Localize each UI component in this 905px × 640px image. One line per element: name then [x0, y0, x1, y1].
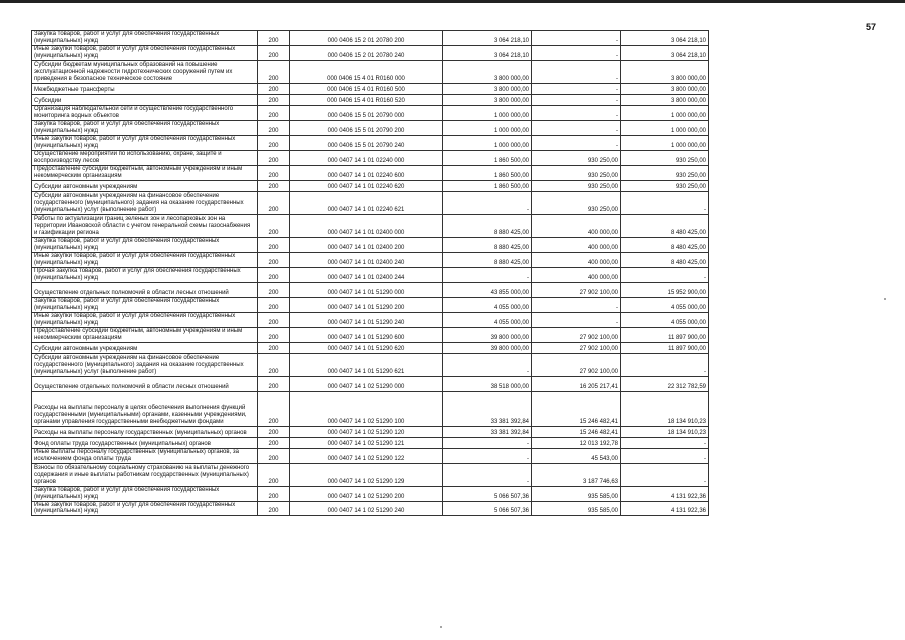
row-admin-code: 200 [258, 463, 290, 486]
row-admin-code: 200 [258, 426, 290, 437]
row-unexecuted-amount: 3 064 218,10 [621, 31, 709, 46]
row-approved-amount: - [443, 463, 532, 486]
row-executed-amount: 15 246 482,41 [532, 391, 621, 426]
row-budget-code: 000 0407 14 1 01 02240 621 [290, 191, 443, 214]
row-name: Закупка товаров, работ и услуг для обеспечения государственных (муниципальных) нужд [32, 120, 258, 135]
row-executed-amount: 400 000,00 [532, 214, 621, 237]
row-executed-amount: 27 902 100,00 [532, 282, 621, 297]
row-name: Иные закупки товаров, работ и услуг для обеспечения государственных (муниципальных) нужд [32, 46, 258, 61]
table-row [32, 83, 709, 94]
row-unexecuted-amount: 930 250,00 [621, 150, 709, 165]
row-budget-code: 000 0406 15 5 01 20790 200 [290, 120, 443, 135]
table-row [32, 60, 709, 83]
table-row [32, 150, 709, 165]
row-unexecuted-amount: 8 480 425,00 [621, 214, 709, 237]
row-admin-code: 200 [258, 486, 290, 501]
row-budget-code: 000 0407 14 1 02 51290 100 [290, 391, 443, 426]
row-budget-code: 000 0407 14 1 01 51290 600 [290, 327, 443, 342]
row-unexecuted-amount: 930 250,00 [621, 165, 709, 180]
row-executed-amount: 16 205 217,41 [532, 376, 621, 391]
row-approved-amount: 5 066 507,36 [443, 501, 532, 516]
row-executed-amount: - [532, 135, 621, 150]
row-name: Закупка товаров, работ и услуг для обеспечения государственных (муниципальных) нужд [32, 237, 258, 252]
table-row [32, 297, 709, 312]
row-executed-amount: 935 585,00 [532, 486, 621, 501]
row-unexecuted-amount: 1 000 000,00 [621, 105, 709, 120]
row-admin-code: 200 [258, 165, 290, 180]
row-unexecuted-amount: 22 312 782,59 [621, 376, 709, 391]
row-admin-code: 200 [258, 31, 290, 46]
scan-speck [884, 298, 886, 300]
row-name: Организация наблюдательной сети и осуществление государственного мониторинга водных объектов [32, 105, 258, 120]
table-row [32, 448, 709, 463]
row-executed-amount: 400 000,00 [532, 237, 621, 252]
table-row [32, 191, 709, 214]
row-budget-code: 000 0407 14 1 01 51290 200 [290, 297, 443, 312]
row-admin-code: 200 [258, 105, 290, 120]
row-budget-code: 000 0407 14 1 01 02240 000 [290, 150, 443, 165]
budget-execution-table [31, 30, 709, 516]
row-executed-amount: 27 902 100,00 [532, 342, 621, 353]
row-admin-code: 200 [258, 191, 290, 214]
row-budget-code: 000 0407 14 1 01 51290 621 [290, 353, 443, 376]
table-row [32, 94, 709, 105]
row-approved-amount: 1 000 000,00 [443, 120, 532, 135]
row-executed-amount: - [532, 105, 621, 120]
table-body [32, 31, 709, 516]
row-budget-code: 000 0406 15 5 01 20790 240 [290, 135, 443, 150]
row-budget-code: 000 0407 14 1 01 02240 620 [290, 180, 443, 191]
row-approved-amount: 8 880 425,00 [443, 214, 532, 237]
row-budget-code: 000 0407 14 1 02 51290 129 [290, 463, 443, 486]
row-budget-code: 000 0406 15 2 01 20780 240 [290, 46, 443, 61]
row-unexecuted-amount: 8 480 425,00 [621, 237, 709, 252]
row-name: Иные закупки товаров, работ и услуг для обеспечения государственных (муниципальных) нужд [32, 501, 258, 516]
row-unexecuted-amount: 1 000 000,00 [621, 120, 709, 135]
table-row [32, 282, 709, 297]
row-name: Предоставление субсидий бюджетным, автономным учреждениям и иным некоммерческим организациям [32, 327, 258, 342]
row-unexecuted-amount: 18 134 910,23 [621, 391, 709, 426]
row-admin-code: 200 [258, 437, 290, 448]
table-row [32, 120, 709, 135]
row-budget-code: 000 0406 15 4 01 R0160 500 [290, 83, 443, 94]
row-unexecuted-amount: 3 800 000,00 [621, 83, 709, 94]
table-row [32, 486, 709, 501]
row-budget-code: 000 0407 14 1 02 51290 121 [290, 437, 443, 448]
row-admin-code: 200 [258, 267, 290, 282]
row-unexecuted-amount: 3 800 000,00 [621, 94, 709, 105]
row-executed-amount: 45 543,00 [532, 448, 621, 463]
row-approved-amount: 38 518 000,00 [443, 376, 532, 391]
row-unexecuted-amount: 4 131 922,36 [621, 501, 709, 516]
row-budget-code: 000 0406 15 5 01 20790 000 [290, 105, 443, 120]
row-executed-amount: 12 013 192,78 [532, 437, 621, 448]
row-unexecuted-amount: - [621, 448, 709, 463]
row-budget-code: 000 0407 14 1 02 51290 240 [290, 501, 443, 516]
row-unexecuted-amount: 930 250,00 [621, 180, 709, 191]
row-approved-amount: - [443, 448, 532, 463]
row-budget-code: 000 0407 14 1 01 51290 000 [290, 282, 443, 297]
row-executed-amount: - [532, 297, 621, 312]
row-unexecuted-amount: 18 134 910,23 [621, 426, 709, 437]
row-name: Работы по актуализации границ зеленых зон и лесопарковых зон на территории Ивановской области с учетом генеральной схемы газоснабжения и газификации региона [32, 214, 258, 237]
row-name: Расходы на выплаты персоналу в целях обеспечения выполнения функций государственными (муниципальными) органами, казенными учреждениями, органами управления государственными внебюджетными фондами [32, 391, 258, 426]
row-executed-amount: 935 585,00 [532, 501, 621, 516]
table-row [32, 353, 709, 376]
row-unexecuted-amount: 3 800 000,00 [621, 60, 709, 83]
row-unexecuted-amount: 4 055 000,00 [621, 297, 709, 312]
row-approved-amount: 3 800 000,00 [443, 60, 532, 83]
row-budget-code: 000 0407 14 1 01 51290 620 [290, 342, 443, 353]
row-budget-code: 000 0407 14 1 01 02400 244 [290, 267, 443, 282]
row-name: Расходы на выплаты персоналу государственных (муниципальных) органов [32, 426, 258, 437]
row-unexecuted-amount: 4 055 000,00 [621, 312, 709, 327]
table-row [32, 463, 709, 486]
table-row [32, 180, 709, 191]
row-admin-code: 200 [258, 448, 290, 463]
row-admin-code: 200 [258, 297, 290, 312]
row-executed-amount: - [532, 60, 621, 83]
table-row [32, 437, 709, 448]
row-admin-code: 200 [258, 94, 290, 105]
row-budget-code: 000 0406 15 2 01 20780 200 [290, 31, 443, 46]
row-admin-code: 200 [258, 60, 290, 83]
row-admin-code: 200 [258, 120, 290, 135]
row-approved-amount: 1 860 500,00 [443, 165, 532, 180]
row-approved-amount: 3 064 218,10 [443, 46, 532, 61]
row-budget-code: 000 0407 14 1 01 02240 600 [290, 165, 443, 180]
row-executed-amount: - [532, 83, 621, 94]
row-name: Субсидии бюджетам муниципальных образований на повышение эксплуатационной надежности гидротехнических сооружений путем их приведения в безопасное техническое состояние [32, 60, 258, 83]
top-border-rule [0, 0, 905, 3]
row-admin-code: 200 [258, 135, 290, 150]
row-admin-code: 200 [258, 327, 290, 342]
row-approved-amount: 33 381 392,84 [443, 426, 532, 437]
row-unexecuted-amount: - [621, 353, 709, 376]
row-unexecuted-amount: 4 131 922,36 [621, 486, 709, 501]
row-approved-amount: 4 055 000,00 [443, 297, 532, 312]
row-approved-amount: 39 800 000,00 [443, 342, 532, 353]
row-approved-amount: - [443, 437, 532, 448]
row-name: Иные закупки товаров, работ и услуг для обеспечения государственных (муниципальных) нужд [32, 312, 258, 327]
row-executed-amount: 930 250,00 [532, 165, 621, 180]
row-name: Субсидии автономным учреждениям на финансовое обеспечение государственного (муниципального) задания на оказание государственных (муниципальных) услуг (выполнение работ) [32, 191, 258, 214]
row-approved-amount: - [443, 191, 532, 214]
table-row [32, 252, 709, 267]
scan-speck [440, 626, 442, 628]
row-budget-code: 000 0407 14 1 02 51290 000 [290, 376, 443, 391]
row-name: Закупка товаров, работ и услуг для обеспечения государственных (муниципальных) нужд [32, 297, 258, 312]
row-unexecuted-amount: - [621, 437, 709, 448]
table-row [32, 237, 709, 252]
table-row [32, 165, 709, 180]
row-executed-amount: - [532, 46, 621, 61]
row-name: Иные закупки товаров, работ и услуг для обеспечения государственных (муниципальных) нужд [32, 252, 258, 267]
row-executed-amount: 15 246 482,41 [532, 426, 621, 437]
row-executed-amount: - [532, 312, 621, 327]
row-admin-code: 200 [258, 353, 290, 376]
row-approved-amount: 1 000 000,00 [443, 135, 532, 150]
row-approved-amount: - [443, 267, 532, 282]
row-executed-amount: 930 250,00 [532, 180, 621, 191]
table-row [32, 327, 709, 342]
table-row [32, 31, 709, 46]
row-admin-code: 200 [258, 180, 290, 191]
row-admin-code: 200 [258, 312, 290, 327]
row-admin-code: 200 [258, 501, 290, 516]
row-name: Субсидии автономным учреждениям [32, 180, 258, 191]
row-approved-amount: 1 000 000,00 [443, 105, 532, 120]
table-row [32, 267, 709, 282]
row-executed-amount: - [532, 94, 621, 105]
row-approved-amount: 3 800 000,00 [443, 83, 532, 94]
row-budget-code: 000 0407 14 1 02 51290 120 [290, 426, 443, 437]
row-budget-code: 000 0406 15 4 01 R0160 000 [290, 60, 443, 83]
row-executed-amount: 930 250,00 [532, 150, 621, 165]
row-approved-amount: 4 055 000,00 [443, 312, 532, 327]
row-admin-code: 200 [258, 83, 290, 94]
row-name: Закупка товаров, работ и услуг для обеспечения государственных (муниципальных) нужд [32, 31, 258, 46]
row-approved-amount: 1 860 500,00 [443, 150, 532, 165]
table-row [32, 46, 709, 61]
row-name: Фонд оплаты труда государственных (муниципальных) органов [32, 437, 258, 448]
table-row [32, 105, 709, 120]
row-executed-amount: 27 902 100,00 [532, 327, 621, 342]
row-budget-code: 000 0407 14 1 01 02400 240 [290, 252, 443, 267]
row-executed-amount: 400 000,00 [532, 267, 621, 282]
row-admin-code: 200 [258, 237, 290, 252]
row-approved-amount: 39 800 000,00 [443, 327, 532, 342]
table-row [32, 376, 709, 391]
row-executed-amount: 27 902 100,00 [532, 353, 621, 376]
row-admin-code: 200 [258, 214, 290, 237]
row-budget-code: 000 0407 14 1 01 02400 200 [290, 237, 443, 252]
row-unexecuted-amount: 15 952 900,00 [621, 282, 709, 297]
row-executed-amount: 400 000,00 [532, 252, 621, 267]
table-row [32, 342, 709, 353]
row-name: Закупка товаров, работ и услуг для обеспечения государственных (муниципальных) нужд [32, 486, 258, 501]
row-admin-code: 200 [258, 376, 290, 391]
table-row [32, 135, 709, 150]
row-name: Межбюджетные трансферты [32, 83, 258, 94]
row-executed-amount: - [532, 120, 621, 135]
row-admin-code: 200 [258, 150, 290, 165]
row-name: Осуществление отдельных полномочий в области лесных отношений [32, 282, 258, 297]
row-unexecuted-amount: 11 897 900,00 [621, 342, 709, 353]
row-executed-amount: 930 250,00 [532, 191, 621, 214]
table-row [32, 501, 709, 516]
row-unexecuted-amount: 1 000 000,00 [621, 135, 709, 150]
row-unexecuted-amount: - [621, 267, 709, 282]
row-executed-amount: 3 187 746,63 [532, 463, 621, 486]
row-admin-code: 200 [258, 46, 290, 61]
row-budget-code: 000 0406 15 4 01 R0160 520 [290, 94, 443, 105]
row-unexecuted-amount: 8 480 425,00 [621, 252, 709, 267]
row-name: Субсидии автономным учреждениям на финансовое обеспечение государственного (муниципального) задания на оказание государственных (муниципальных) услуг (выполнение работ) [32, 353, 258, 376]
row-admin-code: 200 [258, 282, 290, 297]
table-row [32, 391, 709, 426]
page-number: 57 [866, 22, 877, 32]
row-unexecuted-amount: 3 064 218,10 [621, 46, 709, 61]
row-admin-code: 200 [258, 342, 290, 353]
row-budget-code: 000 0407 14 1 02 51290 122 [290, 448, 443, 463]
table-row [32, 214, 709, 237]
row-name: Предоставление субсидий бюджетным, автономным учреждениям и иным некоммерческим организациям [32, 165, 258, 180]
row-unexecuted-amount: - [621, 463, 709, 486]
row-name: Субсидии автономным учреждениям [32, 342, 258, 353]
row-approved-amount: 8 880 425,00 [443, 237, 532, 252]
row-budget-code: 000 0407 14 1 01 51290 240 [290, 312, 443, 327]
row-name: Осуществление отдельных полномочий в области лесных отношений [32, 376, 258, 391]
table-row [32, 312, 709, 327]
row-budget-code: 000 0407 14 1 02 51290 200 [290, 486, 443, 501]
row-name: Осуществление мероприятий по использованию, охране, защите и воспроизводству лесов [32, 150, 258, 165]
row-name: Взносы по обязательному социальному страхованию на выплаты денежного содержания и иные выплаты работникам государственных (муниципальных) органов [32, 463, 258, 486]
row-approved-amount: 33 381 392,84 [443, 391, 532, 426]
row-unexecuted-amount: 11 897 900,00 [621, 327, 709, 342]
row-name: Иные закупки товаров, работ и услуг для обеспечения государственных (муниципальных) нужд [32, 135, 258, 150]
row-approved-amount: 5 066 507,36 [443, 486, 532, 501]
row-executed-amount: - [532, 31, 621, 46]
row-budget-code: 000 0407 14 1 01 02400 000 [290, 214, 443, 237]
row-name: Субсидии [32, 94, 258, 105]
row-name: Иные выплаты персоналу государственных (муниципальных) органов, за исключением фонда оплаты труда [32, 448, 258, 463]
row-approved-amount: 3 800 000,00 [443, 94, 532, 105]
row-name: Прочая закупка товаров, работ и услуг для обеспечения государственных (муниципальных) нужд [32, 267, 258, 282]
row-approved-amount: 3 064 218,10 [443, 31, 532, 46]
row-admin-code: 200 [258, 391, 290, 426]
row-approved-amount: - [443, 353, 532, 376]
row-approved-amount: 8 880 425,00 [443, 252, 532, 267]
table-row [32, 426, 709, 437]
row-approved-amount: 43 855 000,00 [443, 282, 532, 297]
row-admin-code: 200 [258, 252, 290, 267]
row-approved-amount: 1 860 500,00 [443, 180, 532, 191]
row-unexecuted-amount: - [621, 191, 709, 214]
